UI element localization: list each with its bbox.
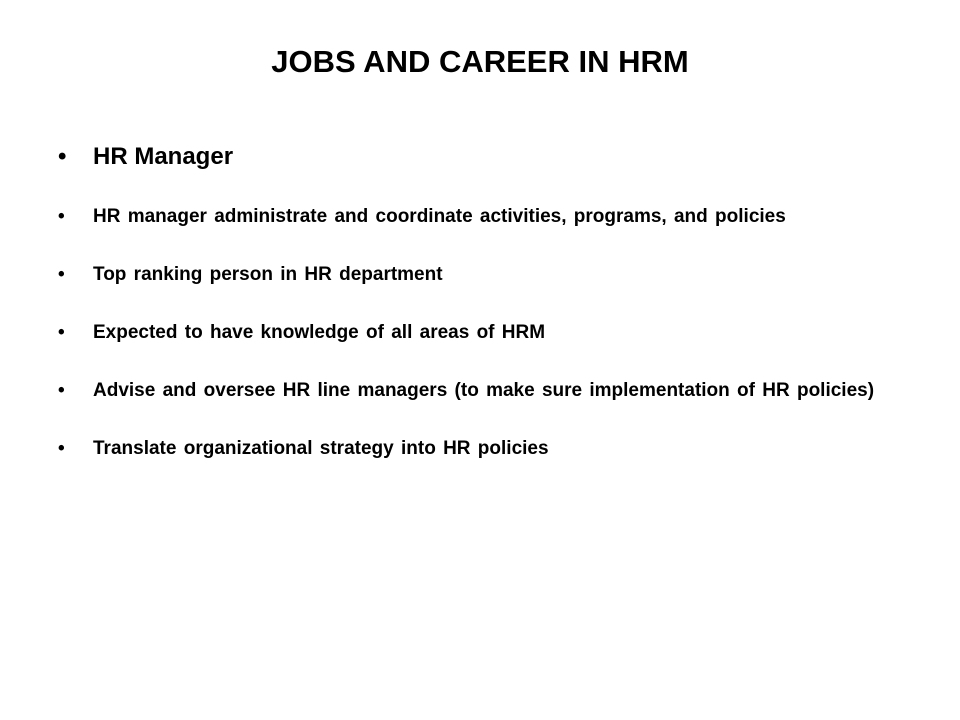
- bullet-text: Advise and oversee HR line managers (to make sure implementation of HR policies): [93, 380, 875, 401]
- slide-title: JOBS AND CAREER IN HRM: [271, 44, 689, 79]
- bullet-dot-icon: •: [58, 438, 65, 459]
- bullet-text: HR Manager: [93, 143, 234, 170]
- bullet-dot-icon: •: [58, 322, 65, 343]
- bullet-text: Translate organizational strategy into HR policies: [93, 438, 549, 459]
- bullet-dot-icon: •: [58, 206, 65, 227]
- bullet-item-top-ranking: [56, 256, 906, 294]
- bullet-text: Top ranking person in HR department: [93, 264, 443, 285]
- bullet-item-advise: [56, 372, 906, 410]
- bullet-item-hr-manager: [56, 138, 906, 176]
- bullet-item-translate: [56, 430, 906, 468]
- bullet-dot-icon: •: [58, 264, 65, 285]
- bullet-dot-icon: •: [58, 143, 67, 170]
- bullet-list: [56, 138, 906, 488]
- bullet-item-knowledge: [56, 314, 906, 352]
- bullet-text: HR manager administrate and coordinate activities, programs, and policies: [93, 206, 786, 227]
- bullet-text: Expected to have knowledge of all areas of HRM: [93, 322, 546, 343]
- bullet-dot-icon: •: [58, 380, 65, 401]
- bullet-item-administrate: [56, 198, 906, 236]
